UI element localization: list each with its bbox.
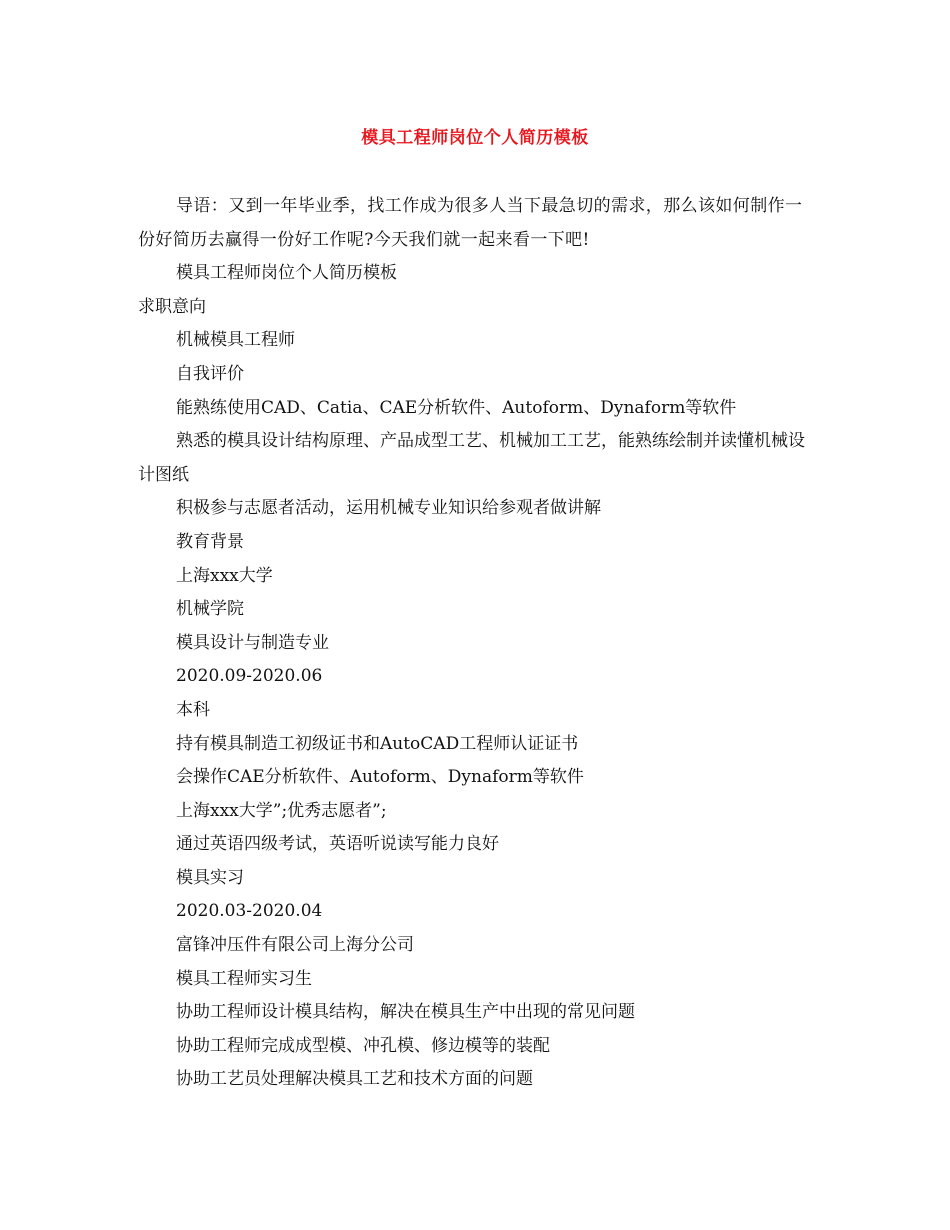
language-item: 通过英语四级考试，英语听说读写能力良好 [176, 834, 499, 855]
skill-item: 会操作CAE分析软件、Autoform、Dynaform等软件 [176, 767, 584, 788]
section-heading-self-evaluation: 自我评价 [176, 363, 244, 384]
internship-period: 2020.03-2020.04 [176, 901, 323, 922]
education-college: 机械学院 [176, 599, 244, 620]
certificate-item: 持有模具制造工初级证书和AutoCAD工程师认证证书 [176, 733, 579, 754]
internship-duty: 协助工程师完成成型模、冲孔模、修边模等的装配 [176, 1035, 550, 1056]
resume-heading-line: 模具工程师岗位个人简历模板 [176, 263, 397, 284]
section-heading-education: 教育背景 [176, 531, 244, 552]
job-intent-value: 机械模具工程师 [176, 330, 295, 351]
internship-duty: 协助工艺员处理解决模具工艺和技术方面的问题 [176, 1069, 533, 1090]
internship-company: 富锋冲压件有限公司上海分公司 [176, 935, 414, 956]
document-body [138, 190, 813, 1097]
section-heading-job-intent: 求职意向 [138, 296, 206, 317]
education-period: 2020.09-2020.06 [176, 666, 323, 687]
honor-item: 上海xxx大学”;优秀志愿者”; [176, 800, 387, 821]
education-degree: 本科 [176, 699, 210, 720]
internship-duty: 协助工程师设计模具结构，解决在模具生产中出现的常见问题 [176, 1002, 635, 1023]
internship-position: 模具工程师实习生 [176, 968, 312, 989]
self-evaluation-item: 积极参与志愿者活动，运用机械专业知识给参观者做讲解 [176, 498, 601, 519]
education-major: 模具设计与制造专业 [176, 632, 329, 653]
section-heading-internship: 模具实习 [176, 867, 244, 888]
document-title: 模具工程师岗位个人简历模板 [361, 128, 589, 148]
intro-paragraph: 导语：又到一年毕业季，找工作成为很多人当下最急切的需求，那么该如何制作一份好简历去赢得一份好工作呢?今天我们就一起来看一下吧! [138, 196, 803, 250]
education-school: 上海xxx大学 [176, 565, 273, 586]
self-evaluation-item: 能熟练使用CAD、Catia、CAE分析软件、Autoform、Dynaform等软件 [176, 397, 737, 418]
self-evaluation-item: 熟悉的模具设计结构原理、产品成型工艺、机械加工工艺，能熟练绘制并读懂机械设计图纸 [138, 431, 805, 485]
